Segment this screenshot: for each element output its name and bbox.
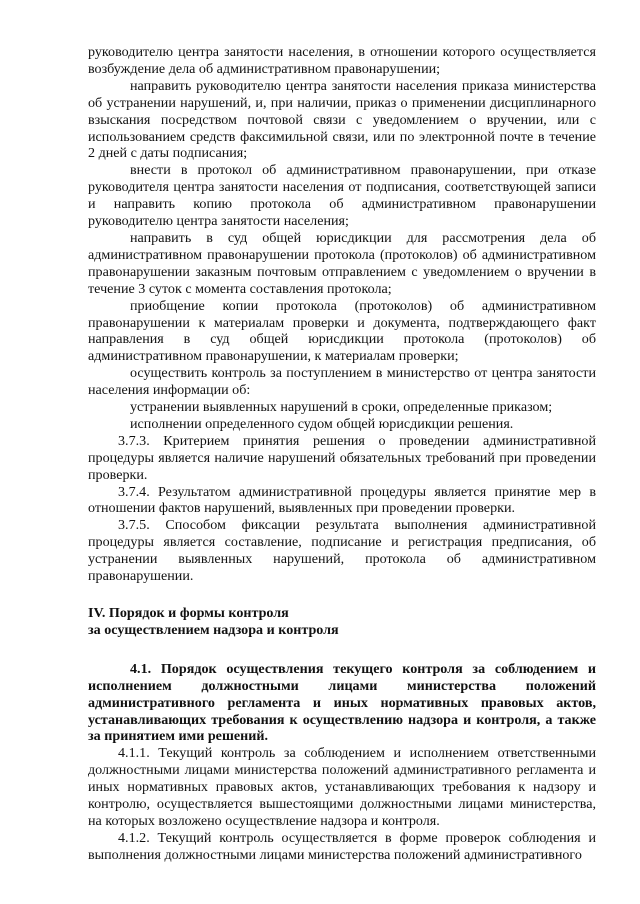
paragraph: устранении выявленных нарушений в сроки, определенные приказом; — [130, 399, 553, 416]
subsection-title: 4.1. Порядок осуществления текущего контроля за соблюдением и исполнением должностными лицами министерства положений административного регламента и иных нормативных правовых актов, устанавливающих требования к осуществлению надзора и контроля, а также за принятием ими решений. — [88, 660, 596, 745]
paragraph: 3.7.3. Критерием принятия решения о проведении административной процедуры является наличие нарушений обязательных требований при проведении проверки. — [88, 432, 596, 483]
section-title-line-2: за осуществлением надзора и контроля — [88, 621, 339, 638]
paragraph: внести в протокол об административном правонарушении, при отказе руководителя центра занятости населения от подписания, соответствующей записи и направить копию протокола об административном правонарушении руководителю центра занятости населения; — [88, 162, 596, 230]
top-paragraphs — [88, 44, 596, 585]
section-heading — [88, 605, 596, 639]
paragraph: направить руководителю центра занятости населения приказа министерства об устранении нарушений, и, при наличии, приказ о применении дисциплинарного взыскания посредством почтовой связи с уведомлением о вручении, или с использованием средств факсимильной связи, или по электронной почте в течение 2 дней с даты подписания; — [88, 77, 596, 162]
paragraph: направить в суд общей юрисдикции для рассмотрения дела об административном правонарушении протокола (протоколов) об административном правонарушении заказным почтовым отправлением с уведомлением о вручении в течение 3 суток с момента составления протокола; — [88, 229, 596, 297]
paragraph: осуществить контроль за поступлением в министерство от центра занятости населения информации об: — [88, 365, 596, 399]
paragraph: 4.1.1. Текущий контроль за соблюдением и исполнением ответственными должностными лицами министерства положений административного регламента и иных нормативных правовых актов, устанавливающих требования к надзору и контролю, осуществляется вышестоящими должностными лицами министерства, на которых возложено осуществление надзора и контроля. — [88, 745, 596, 829]
paragraph: исполнении определенного судом общей юрисдикции решения. — [130, 415, 514, 432]
paragraph: приобщение копии протокола (протоколов) об административном правонарушении к материалам проверки и документа, подтверждающего факт направления в суд общей юрисдикции протокола (протоколов) об административном правонарушении, к материалам проверки; — [88, 297, 596, 365]
document-page — [88, 44, 596, 864]
bottom-paragraphs — [88, 661, 596, 864]
section-title-line-1: IV. Порядок и формы контроля — [88, 605, 289, 621]
paragraph: 3.7.5. Способом фиксации результата выполнения административной процедуры является составление, подписание и регистрация предписания, об устранении выявленных нарушений, протокола об административном правонарушении. — [88, 517, 596, 585]
paragraph: 3.7.4. Результатом административной процедуры является принятие мер в отношении фактов нарушений, выявленных при проведении проверки. — [88, 483, 596, 517]
paragraph: руководителю центра занятости населения, в отношении которого осуществляется возбуждение дела об административном правонарушении; — [88, 44, 596, 77]
paragraph: 4.1.2. Текущий контроль осуществляется в форме проверок соблюдения и выполнения должностными лицами министерства положений административного — [88, 829, 596, 863]
